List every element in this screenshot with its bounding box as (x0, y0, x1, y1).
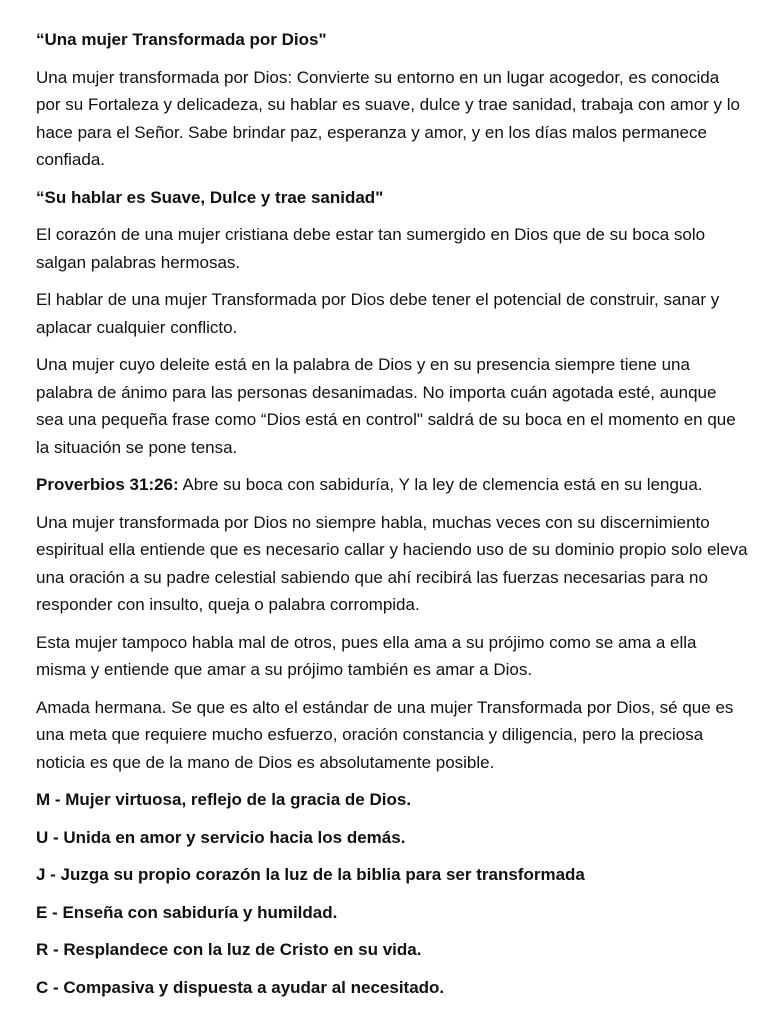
body-paragraph: Una mujer cuyo deleite está en la palabra de Dios y en su presencia siempre tiene una palabra de ánimo para las personas desanimadas. No importa cuán agotada esté, aunque sea una pequeña frase como “Dios está en control" saldrá de su boca en el momento en que la situación se pone tensa. (36, 355, 736, 457)
body-paragraph: Amada hermana. Se que es alto el estándar de una mujer Transformada por Dios, sé que es una meta que requiere mucho esfuerzo, oración constancia y diligencia, pero la preciosa noticia es que de la mano de Dios es absolutamente posible. (36, 697, 734, 772)
acrostic-line-u: U - Unida en amor y servicio hacia los demás. (36, 827, 406, 847)
body-paragraph: El corazón de una mujer cristiana debe estar tan sumergido en Dios que de su boca solo salgan palabras hermosas. (36, 225, 706, 272)
acrostic-line-m: M - Mujer virtuosa, reflejo de la gracia de Dios. (36, 790, 412, 809)
verse-paragraph (36, 471, 748, 499)
acrostic-line-e: E - Enseña con sabiduría y humildad. (36, 902, 338, 922)
document-page (36, 26, 748, 1011)
body-paragraph: Una mujer transformada por Dios no siempre habla, muchas veces con su discernimiento espiritual ella entiende que es necesario callar y haciendo uso de su dominio propio solo eleva una oración a su padre celestial sabiendo que ahí recibirá las fuerzas necesarias para no responder con insulto, queja o palabra corrompida. (36, 512, 748, 614)
acrostic-line-c: C - Compasiva y dispuesta a ayudar al necesitado. (36, 977, 445, 997)
acrostic-line-r: R - Resplandece con la luz de Cristo en su vida. (36, 940, 422, 959)
section-subtitle: “Su hablar es Suave, Dulce y trae sanidad" (36, 187, 384, 207)
body-paragraph: El hablar de una mujer Transformada por Dios debe tener el potencial de construir, sanar y aplacar cualquier conflicto. (36, 290, 720, 337)
verse-reference: Proverbios 31:26: (36, 475, 179, 494)
verse-text: Abre su boca con sabiduría, Y la ley de clemencia está en su lengua. (178, 475, 703, 494)
acrostic-line-j: J - Juzga su propio corazón la luz de la biblia para ser transformada (36, 865, 585, 884)
document-title: “Una mujer Transformada por Dios" (36, 30, 327, 49)
body-paragraph: Esta mujer tampoco habla mal de otros, pues ella ama a su prójimo como se ama a ella misma y entiende que amar a su prójimo también es amar a Dios. (36, 632, 697, 679)
intro-paragraph: Una mujer transformada por Dios: Convierte su entorno en un lugar acogedor, es conocida por su Fortaleza y delicadeza, su hablar es suave, dulce y trae sanidad, trabaja con amor y lo hace para el Señor. Sabe brindar paz, esperanza y amor, y en los días malos permanece confiada. (36, 67, 740, 169)
